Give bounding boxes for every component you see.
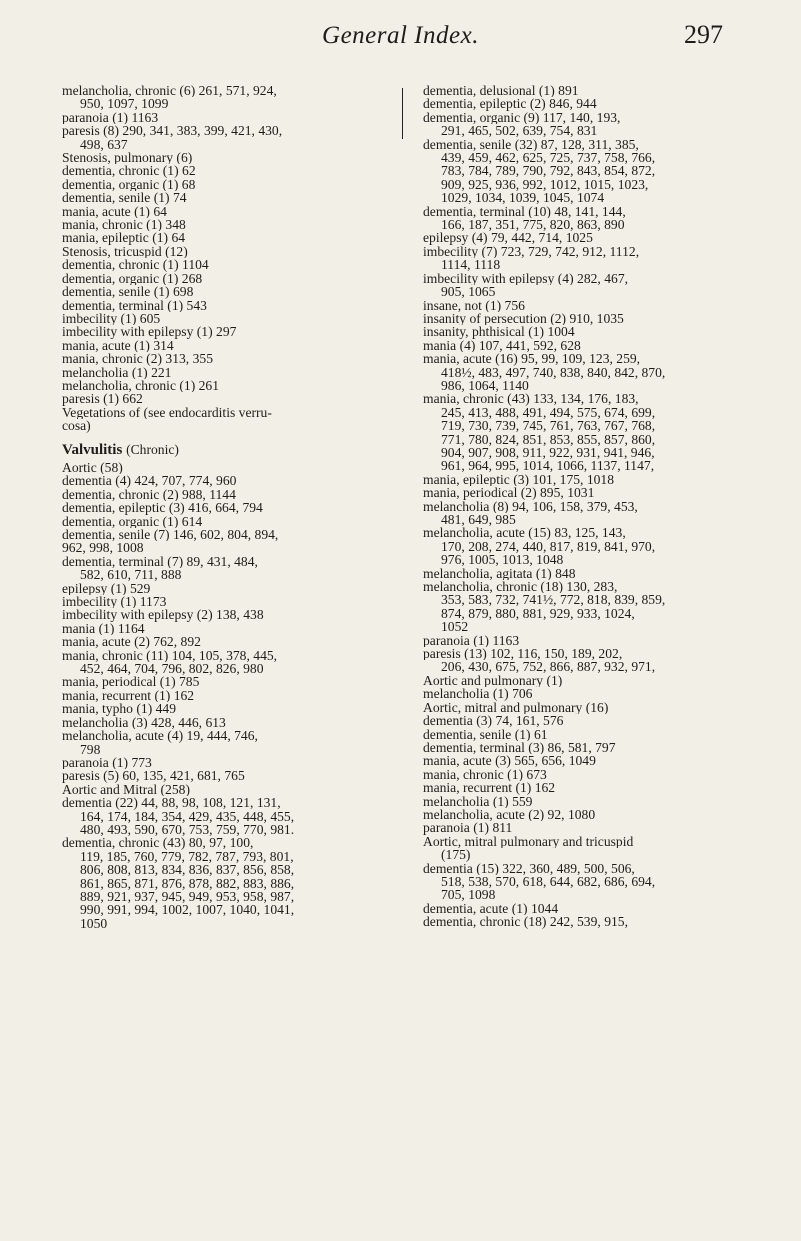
index-entry: 291, 465, 502, 639, 754, 831 bbox=[441, 124, 598, 138]
index-entry: mania, chronic (43) 133, 134, 176, 183, bbox=[423, 392, 639, 406]
section-heading bbox=[62, 443, 400, 457]
index-entry: 861, 865, 871, 876, 878, 882, 883, 886, bbox=[80, 876, 295, 890]
index-entry: dementia, epileptic (2) 846, 944 bbox=[423, 97, 597, 111]
index-entry: mania, acute (2) 762, 892 bbox=[62, 635, 201, 649]
index-entry: dementia (4) 424, 707, 774, 960 bbox=[62, 474, 237, 488]
index-entry: 1029, 1034, 1039, 1045, 1074 bbox=[441, 191, 605, 205]
index-entry: melancholia, chronic (6) 261, 571, 924, bbox=[62, 84, 277, 98]
index-entry: 164, 174, 184, 354, 429, 435, 448, 455, bbox=[80, 809, 295, 823]
index-entry: 166, 187, 351, 775, 820, 863, 890 bbox=[441, 218, 625, 232]
index-entry: imbecility with epilepsy (4) 282, 467, bbox=[423, 271, 629, 286]
index-entry: dementia, epileptic (3) 416, 664, 794 bbox=[62, 501, 263, 515]
index-entry: melancholia, acute (2) 92, 1080 bbox=[423, 807, 596, 822]
index-entry: 990, 991, 994, 1002, 1007, 1040, 1041, bbox=[80, 903, 295, 917]
column-rule bbox=[402, 88, 403, 139]
index-entry: dementia, senile (1) 61 bbox=[423, 727, 548, 741]
index-entry: dementia, senile (1) 74 bbox=[62, 191, 187, 205]
index-entry: 783, 784, 789, 790, 792, 843, 854, 872, bbox=[441, 164, 656, 178]
index-entry: 1050 bbox=[80, 916, 108, 931]
index-entry: 518, 538, 570, 618, 644, 682, 686, 694, bbox=[441, 874, 656, 889]
running-title: General Index. bbox=[322, 22, 479, 49]
index-entry: imbecility (1) 1173 bbox=[62, 595, 167, 609]
index-entry: paresis (5) 60, 135, 421, 681, 765 bbox=[62, 769, 245, 783]
index-entry: 798 bbox=[80, 742, 101, 756]
index-entry: 909, 925, 936, 992, 1012, 1015, 1023, bbox=[441, 177, 649, 192]
index-entry: cosa) bbox=[62, 419, 91, 433]
index-entry: 480, 493, 590, 670, 753, 759, 770, 981. bbox=[80, 822, 295, 837]
index-entry: melancholia, agitata (1) 848 bbox=[423, 566, 576, 581]
right-column bbox=[423, 84, 761, 929]
index-entry: mania, chronic (1) 348 bbox=[62, 218, 186, 232]
index-entry: mania, periodical (2) 895, 1031 bbox=[423, 486, 595, 500]
section-heading-qualifier: (Chronic) bbox=[126, 442, 179, 457]
index-entry: Aortic, mitral pulmonary and tricuspid bbox=[423, 834, 634, 849]
index-entry: mania, chronic (1) 673 bbox=[423, 767, 547, 782]
index-entry: mania, periodical (1) 785 bbox=[62, 675, 200, 689]
index-entry: melancholia (1) 706 bbox=[423, 687, 533, 701]
index-entry: dementia, senile (32) 87, 128, 311, 385, bbox=[423, 137, 639, 152]
index-entry: dementia (15) 322, 360, 489, 500, 506, bbox=[423, 861, 635, 875]
index-entry: 719, 730, 739, 745, 761, 763, 767, 768, bbox=[441, 419, 656, 433]
index-entry: Aortic, mitral and pulmonary (16) bbox=[423, 700, 609, 715]
index-entry: dementia (3) 74, 161, 576 bbox=[423, 714, 564, 728]
index-entry: dementia, organic (1) 614 bbox=[62, 514, 203, 528]
index-entry: melancholia, acute (4) 19, 444, 746, bbox=[62, 729, 258, 743]
index-entry: 1052 bbox=[441, 620, 469, 634]
index-entry: mania, acute (1) 64 bbox=[62, 204, 167, 219]
index-entry: melancholia (1) 221 bbox=[62, 365, 172, 379]
index-entry: paranoia (1) 773 bbox=[62, 755, 152, 770]
index-entry: paranoia (1) 811 bbox=[423, 821, 513, 835]
index-entry: 1114, 1118 bbox=[441, 258, 501, 272]
index-entry: mania, recurrent (1) 162 bbox=[423, 781, 556, 795]
index-entry: 986, 1064, 1140 bbox=[441, 378, 529, 393]
index-entry: dementia, terminal (7) 89, 431, 484, bbox=[62, 554, 258, 569]
page-number: 297 bbox=[684, 20, 723, 49]
index-entry: melancholia, acute (15) 83, 125, 143, bbox=[423, 526, 626, 540]
index-entry: dementia, chronic (2) 988, 1144 bbox=[62, 487, 236, 502]
index-entry: dementia, delusional (1) 891 bbox=[423, 84, 579, 98]
index-entry: imbecility (1) 605 bbox=[62, 311, 161, 326]
index-entry: dementia, chronic (1) 62 bbox=[62, 164, 196, 178]
index-entry: melancholia, chronic (18) 130, 283, bbox=[423, 580, 618, 594]
index-entry: mania (4) 107, 441, 592, 628 bbox=[423, 338, 581, 353]
index-entry: 119, 185, 760, 779, 782, 787, 793, 801, bbox=[80, 849, 294, 864]
index-entry: Stenosis, pulmonary (6) bbox=[62, 151, 193, 165]
index-entry: mania (1) 1164 bbox=[62, 621, 145, 636]
index-entry: insane, not (1) 756 bbox=[423, 298, 525, 312]
index-entry: dementia (22) 44, 88, 98, 108, 121, 131, bbox=[62, 796, 281, 810]
index-entry: 806, 808, 813, 834, 836, 837, 856, 858, bbox=[80, 863, 295, 877]
index-entry: 170, 208, 274, 440, 817, 819, 841, 970, bbox=[441, 539, 656, 554]
left-column bbox=[62, 84, 400, 930]
index-entry: 889, 921, 937, 945, 949, 953, 958, 987, bbox=[80, 889, 295, 904]
index-entry: mania, epileptic (1) 64 bbox=[62, 231, 186, 245]
index-entry: melancholia (8) 94, 106, 158, 379, 453, bbox=[423, 499, 638, 513]
index-entry: 418½, 483, 497, 740, 838, 840, 842, 870, bbox=[441, 365, 666, 379]
index-entry: 452, 464, 704, 796, 802, 826, 980 bbox=[80, 662, 264, 676]
index-entry: 439, 459, 462, 625, 725, 737, 758, 766, bbox=[441, 151, 656, 165]
index-entry: dementia, senile (1) 698 bbox=[62, 285, 194, 299]
index-entry: dementia, senile (7) 146, 602, 804, 894, bbox=[62, 528, 279, 542]
index-entry: paresis (13) 102, 116, 150, 189, 202, bbox=[423, 647, 623, 661]
index-entry: melancholia (1) 559 bbox=[423, 794, 533, 808]
index-entry: mania, chronic (11) 104, 105, 378, 445, bbox=[62, 648, 278, 663]
index-entry: mania, typho (1) 449 bbox=[62, 702, 177, 716]
index-entry: 206, 430, 675, 752, 866, 887, 932, 971, bbox=[441, 660, 656, 674]
index-entry: Aortic and Mitral (258) bbox=[62, 782, 190, 797]
index-entry: dementia, acute (1) 1044 bbox=[423, 901, 559, 916]
index-entry: 961, 964, 995, 1014, 1066, 1137, 1147, bbox=[441, 459, 655, 473]
index-entry: epilepsy (4) 79, 442, 714, 1025 bbox=[423, 231, 593, 245]
index-entry: Aortic (58) bbox=[62, 460, 123, 475]
index-entry: 582, 610, 711, 888 bbox=[80, 568, 182, 582]
index-entry: Aortic and pulmonary (1) bbox=[423, 673, 563, 688]
index-entry: mania, acute (3) 565, 656, 1049 bbox=[423, 754, 596, 768]
section-heading-title: Valvulitis bbox=[62, 442, 123, 457]
index-entry: 905, 1065 bbox=[441, 285, 496, 299]
index-entry: paresis (8) 290, 341, 383, 399, 421, 430, bbox=[62, 124, 283, 138]
index-entry: imbecility with epilepsy (1) 297 bbox=[62, 325, 237, 339]
index-entry: Stenosis, tricuspid (12) bbox=[62, 244, 188, 259]
index-entry: imbecility (7) 723, 729, 742, 912, 1112, bbox=[423, 244, 640, 259]
index-entry: 498, 637 bbox=[80, 137, 128, 152]
index-entry: mania, chronic (2) 313, 355 bbox=[62, 352, 213, 366]
index-entry: 245, 413, 488, 491, 494, 575, 674, 699, bbox=[441, 405, 656, 420]
index-entry: melancholia, chronic (1) 261 bbox=[62, 378, 220, 393]
index-entry: dementia, organic (9) 117, 140, 193, bbox=[423, 110, 621, 125]
index-entry: imbecility with epilepsy (2) 138, 438 bbox=[62, 608, 264, 622]
index-entry: paranoia (1) 1163 bbox=[62, 110, 159, 125]
index-entry: mania, acute (16) 95, 99, 109, 123, 259, bbox=[423, 352, 641, 366]
index-entry: dementia, organic (1) 68 bbox=[62, 177, 196, 192]
index-entry: paresis (1) 662 bbox=[62, 392, 143, 406]
index-entry: paranoia (1) 1163 bbox=[423, 633, 520, 648]
index-entry: 904, 907, 908, 911, 922, 931, 941, 946, bbox=[441, 445, 655, 460]
index-entry: dementia, chronic (18) 242, 539, 915, bbox=[423, 915, 628, 929]
index-entry: mania, acute (1) 314 bbox=[62, 338, 174, 353]
index-entry: melancholia (3) 428, 446, 613 bbox=[62, 715, 226, 730]
index-entry: dementia, chronic (43) 80, 97, 100, bbox=[62, 836, 254, 850]
index-entry: 705, 1098 bbox=[441, 888, 496, 902]
index-entry: 771, 780, 824, 851, 853, 855, 857, 860, bbox=[441, 432, 656, 446]
index-entry: dementia, terminal (3) 86, 581, 797 bbox=[423, 740, 616, 755]
index-entry: dementia, terminal (10) 48, 141, 144, bbox=[423, 204, 626, 219]
index-entry: (175) bbox=[441, 848, 471, 862]
index-entry: 976, 1005, 1013, 1048 bbox=[441, 553, 564, 567]
index-entry: mania, recurrent (1) 162 bbox=[62, 688, 195, 703]
index-entry: Vegetations of (see endocarditis verru- bbox=[62, 405, 272, 420]
index-entry: dementia, organic (1) 268 bbox=[62, 271, 203, 286]
index-entry: dementia, terminal (1) 543 bbox=[62, 298, 207, 312]
index-entry: epilepsy (1) 529 bbox=[62, 581, 151, 596]
index-entry: dementia, chronic (1) 1104 bbox=[62, 258, 209, 272]
index-entry: 353, 583, 732, 741½, 772, 818, 839, 859, bbox=[441, 593, 666, 607]
index-entry: 874, 879, 880, 881, 929, 933, 1024, bbox=[441, 606, 635, 621]
index-entry: mania, epileptic (3) 101, 175, 1018 bbox=[423, 472, 615, 487]
index-entry: 962, 998, 1008 bbox=[62, 541, 144, 555]
index-entry: insanity, phthisical (1) 1004 bbox=[423, 325, 575, 339]
index-entry: insanity of persecution (2) 910, 1035 bbox=[423, 311, 624, 326]
index-entry: 481, 649, 985 bbox=[441, 513, 516, 527]
index-entry: 950, 1097, 1099 bbox=[80, 97, 169, 111]
